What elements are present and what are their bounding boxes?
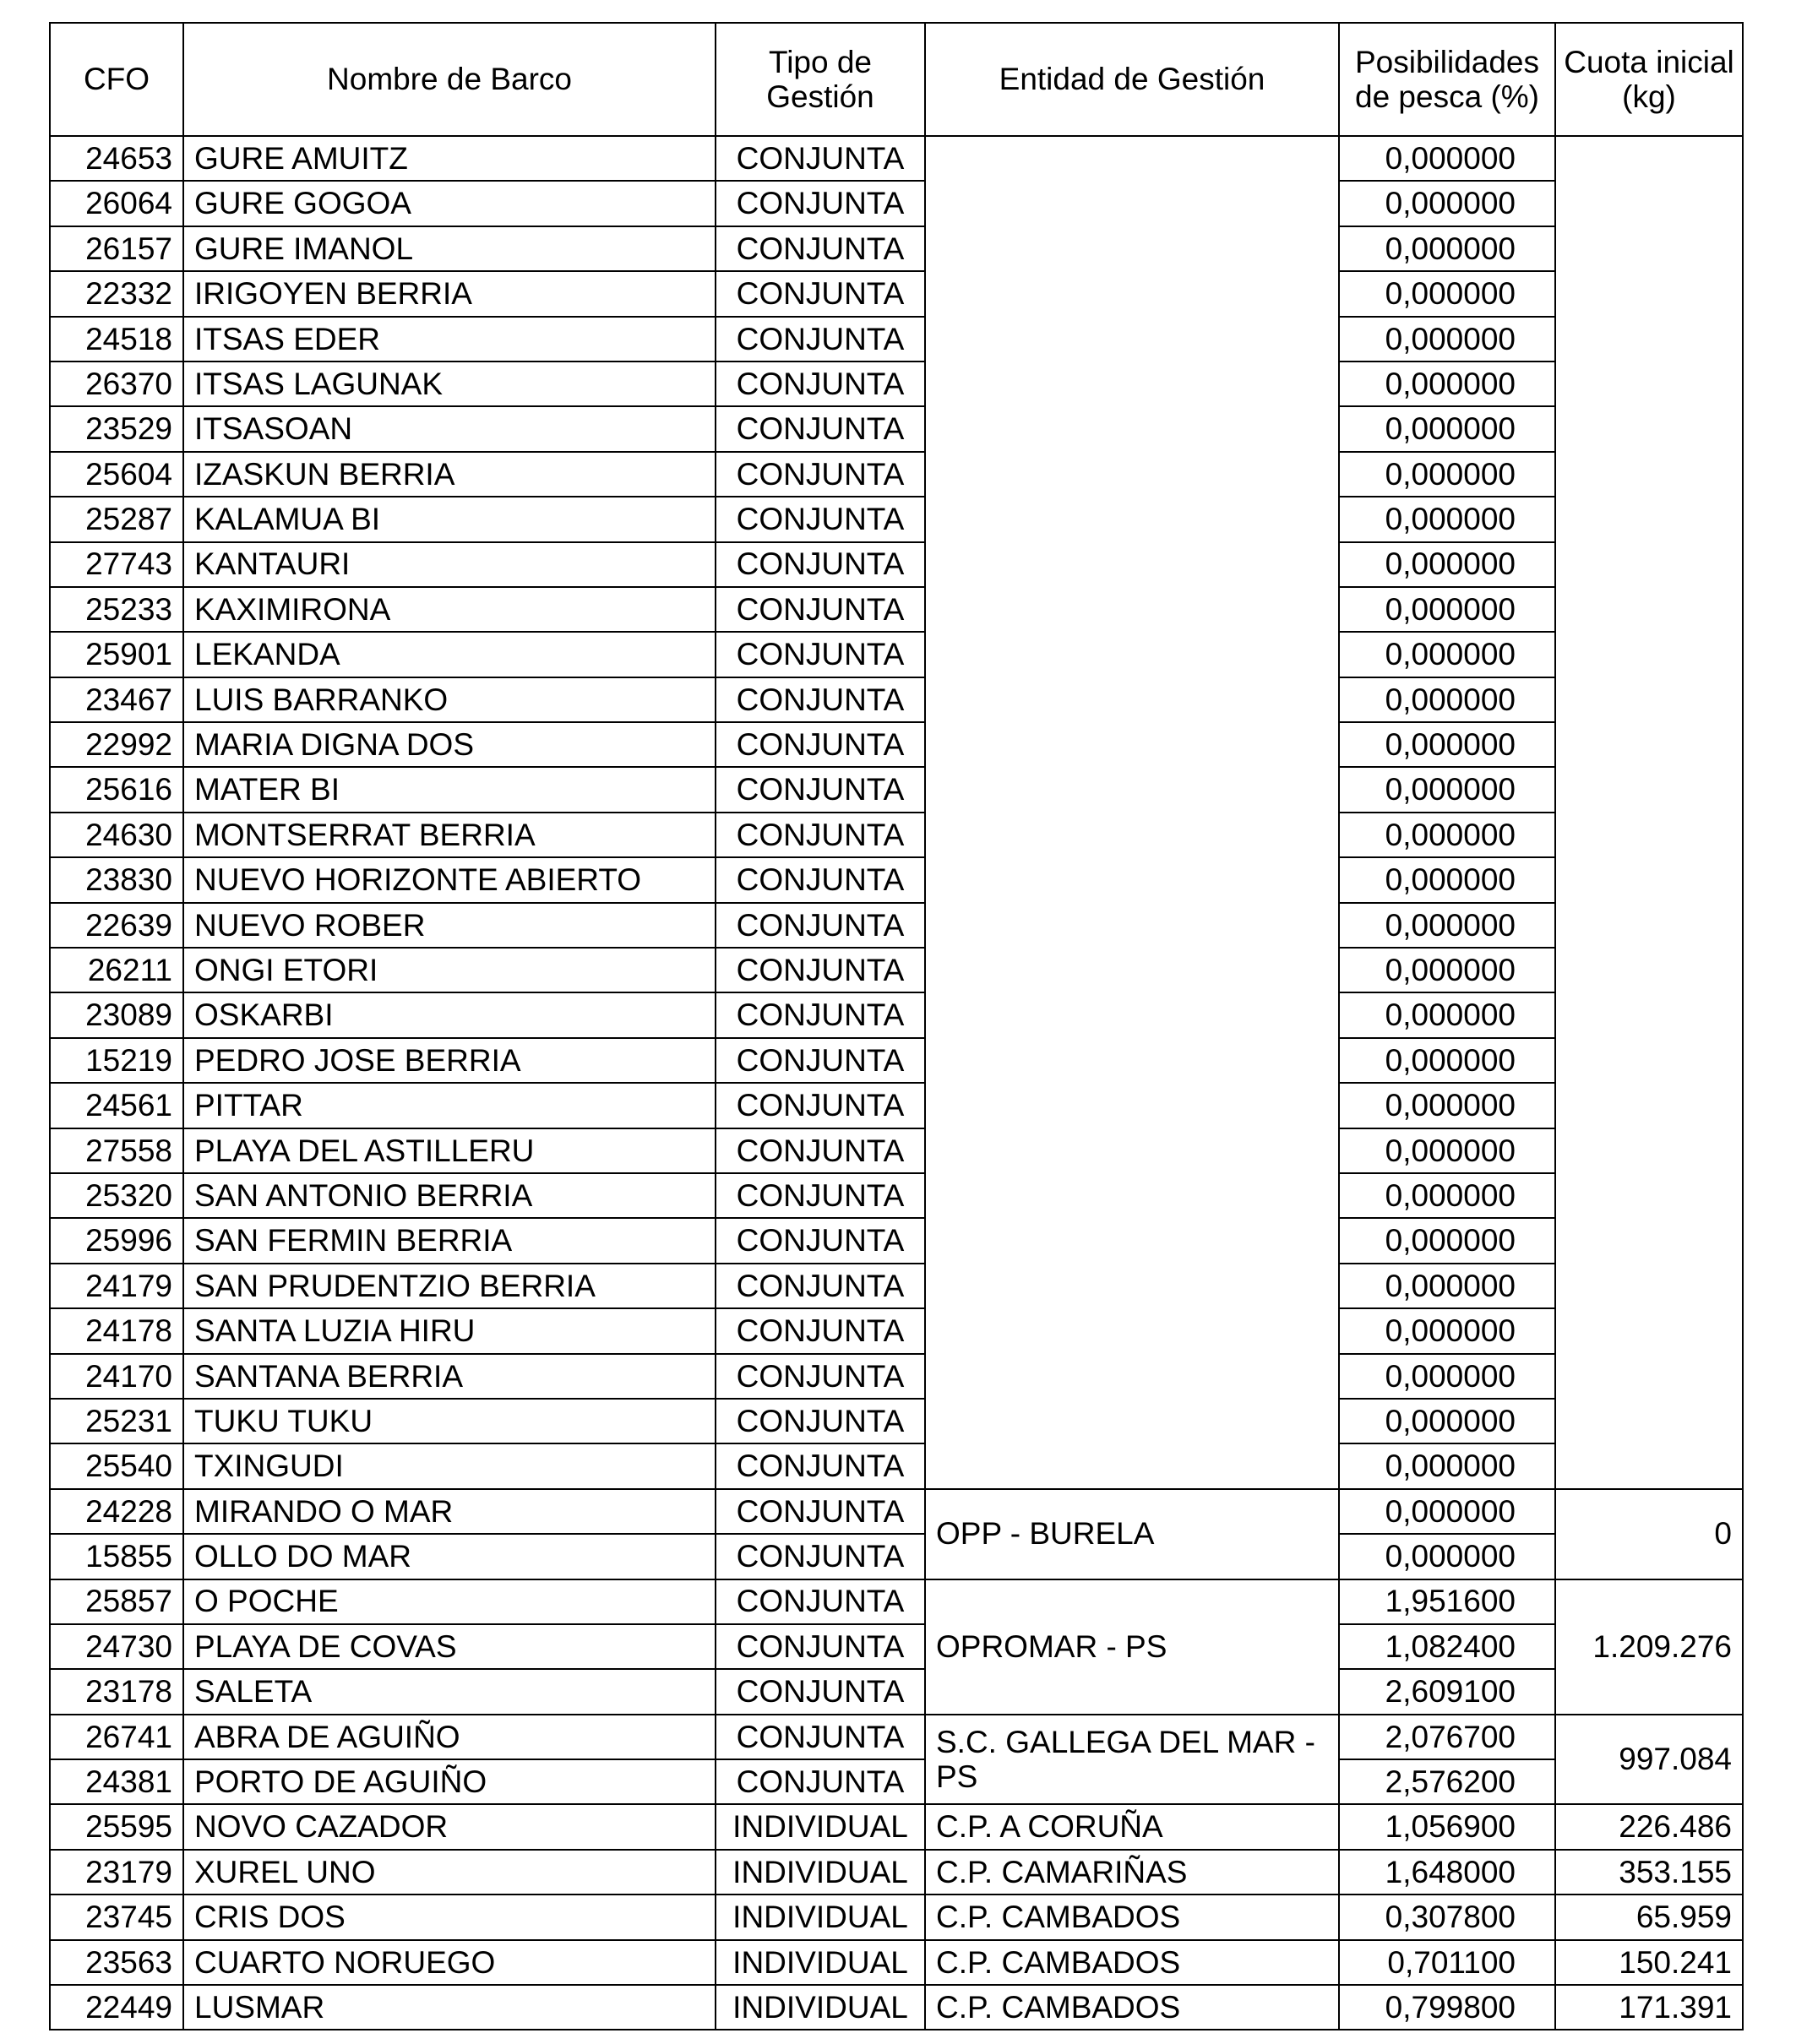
fishing-possibility-cell: 0,000000 — [1339, 452, 1555, 497]
header-posibilidades: Posibilidades de pesca (%) — [1339, 23, 1555, 136]
cfo-cell: 24561 — [50, 1083, 183, 1128]
vessel-name-cell: ITSAS LAGUNAK — [183, 362, 716, 406]
management-entity-cell: OPROMAR - PS — [925, 1579, 1339, 1715]
cfo-cell: 23745 — [50, 1895, 183, 1939]
fishing-possibility-cell: 0,000000 — [1339, 992, 1555, 1037]
vessel-name-cell: CUARTO NORUEGO — [183, 1940, 716, 1985]
table-row — [50, 1399, 1743, 1443]
cfo-cell: 23563 — [50, 1940, 183, 1985]
vessel-quota-table — [49, 22, 1744, 2030]
management-type-cell: CONJUNTA — [716, 1759, 925, 1804]
fishing-possibility-cell: 0,000000 — [1339, 632, 1555, 677]
management-type-cell: CONJUNTA — [716, 1354, 925, 1399]
management-entity-cell: C.P. CAMARIÑAS — [925, 1850, 1339, 1895]
table-row — [50, 1264, 1743, 1308]
management-type-cell: CONJUNTA — [716, 857, 925, 902]
vessel-name-cell: KANTAURI — [183, 542, 716, 587]
table-row — [50, 1579, 1743, 1624]
cfo-cell: 25287 — [50, 497, 183, 541]
management-type-cell: CONJUNTA — [716, 452, 925, 497]
cfo-cell: 24730 — [50, 1624, 183, 1669]
fishing-possibility-cell: 0,000000 — [1339, 1218, 1555, 1263]
fishing-possibility-cell: 0,000000 — [1339, 136, 1555, 181]
management-type-cell: CONJUNTA — [716, 271, 925, 316]
vessel-name-cell: MONTSERRAT BERRIA — [183, 813, 716, 857]
management-type-cell: CONJUNTA — [716, 1534, 925, 1579]
fishing-possibility-cell: 0,701100 — [1339, 1940, 1555, 1985]
vessel-name-cell: OSKARBI — [183, 992, 716, 1037]
header-entidad: Entidad de Gestión — [925, 23, 1339, 136]
vessel-name-cell: TUKU TUKU — [183, 1399, 716, 1443]
table-row — [50, 813, 1743, 857]
table-row — [50, 271, 1743, 316]
vessel-name-cell: NOVO CAZADOR — [183, 1804, 716, 1849]
table-row — [50, 857, 1743, 902]
fishing-possibility-cell: 0,000000 — [1339, 1038, 1555, 1083]
management-type-cell: CONJUNTA — [716, 1715, 925, 1759]
fishing-possibility-cell: 0,000000 — [1339, 1534, 1555, 1579]
management-type-cell: CONJUNTA — [716, 1443, 925, 1488]
cfo-cell: 23830 — [50, 857, 183, 902]
document-page — [49, 22, 1744, 2030]
vessel-name-cell: ABRA DE AGUIÑO — [183, 1715, 716, 1759]
management-entity-cell: C.P. CAMBADOS — [925, 1895, 1339, 1939]
cfo-cell: 23529 — [50, 406, 183, 451]
management-type-cell: CONJUNTA — [716, 1173, 925, 1218]
management-type-cell: CONJUNTA — [716, 677, 925, 722]
fishing-possibility-cell: 0,000000 — [1339, 181, 1555, 226]
management-type-cell: INDIVIDUAL — [716, 1940, 925, 1985]
management-type-cell: CONJUNTA — [716, 1399, 925, 1443]
table-row — [50, 1759, 1743, 1804]
cfo-cell: 23089 — [50, 992, 183, 1037]
cfo-cell: 25595 — [50, 1804, 183, 1849]
fishing-possibility-cell: 0,000000 — [1339, 1308, 1555, 1353]
cfo-cell: 26370 — [50, 362, 183, 406]
table-row — [50, 722, 1743, 767]
management-type-cell: CONJUNTA — [716, 1489, 925, 1534]
vessel-name-cell: ITSASOAN — [183, 406, 716, 451]
cfo-cell: 25616 — [50, 767, 183, 812]
fishing-possibility-cell: 1,082400 — [1339, 1624, 1555, 1669]
fishing-possibility-cell: 2,076700 — [1339, 1715, 1555, 1759]
table-row — [50, 542, 1743, 587]
vessel-name-cell: SANTANA BERRIA — [183, 1354, 716, 1399]
table-row — [50, 992, 1743, 1037]
fishing-possibility-cell: 0,000000 — [1339, 1264, 1555, 1308]
management-type-cell: CONJUNTA — [716, 948, 925, 992]
cfo-cell: 24381 — [50, 1759, 183, 1804]
table-row — [50, 1669, 1743, 1714]
fishing-possibility-cell: 0,000000 — [1339, 1399, 1555, 1443]
cfo-cell: 24630 — [50, 813, 183, 857]
fishing-possibility-cell: 1,056900 — [1339, 1804, 1555, 1849]
cfo-cell: 24170 — [50, 1354, 183, 1399]
fishing-possibility-cell: 0,000000 — [1339, 497, 1555, 541]
table-row — [50, 1308, 1743, 1353]
vessel-name-cell: ITSAS EDER — [183, 317, 716, 362]
vessel-name-cell: PLAYA DEL ASTILLERU — [183, 1128, 716, 1173]
management-entity-cell: C.P. CAMBADOS — [925, 1940, 1339, 1985]
table-row — [50, 1895, 1743, 1939]
table-row — [50, 1985, 1743, 2030]
table-row — [50, 497, 1743, 541]
table-row — [50, 317, 1743, 362]
vessel-name-cell: O POCHE — [183, 1579, 716, 1624]
vessel-name-cell: MARIA DIGNA DOS — [183, 722, 716, 767]
fishing-possibility-cell: 0,000000 — [1339, 271, 1555, 316]
header-row — [50, 23, 1743, 136]
management-entity-cell: OPP - BURELA — [925, 1489, 1339, 1579]
table-row — [50, 1940, 1743, 1985]
fishing-possibility-cell: 0,000000 — [1339, 587, 1555, 632]
initial-quota-cell: 65.959 — [1555, 1895, 1743, 1939]
management-type-cell: CONJUNTA — [716, 406, 925, 451]
cfo-cell: 27743 — [50, 542, 183, 587]
fishing-possibility-cell: 0,000000 — [1339, 1173, 1555, 1218]
vessel-name-cell: KAXIMIRONA — [183, 587, 716, 632]
vessel-name-cell: CRIS DOS — [183, 1895, 716, 1939]
table-row — [50, 1354, 1743, 1399]
management-type-cell: CONJUNTA — [716, 1308, 925, 1353]
fishing-possibility-cell: 0,000000 — [1339, 948, 1555, 992]
table-row — [50, 181, 1743, 226]
cfo-cell: 23467 — [50, 677, 183, 722]
cfo-cell: 22449 — [50, 1985, 183, 2030]
table-row — [50, 632, 1743, 677]
fishing-possibility-cell: 0,000000 — [1339, 767, 1555, 812]
vessel-name-cell: PEDRO JOSE BERRIA — [183, 1038, 716, 1083]
table-row — [50, 1534, 1743, 1579]
cfo-cell: 23178 — [50, 1669, 183, 1714]
cfo-cell: 25320 — [50, 1173, 183, 1218]
cfo-cell: 25540 — [50, 1443, 183, 1488]
fishing-possibility-cell: 0,799800 — [1339, 1985, 1555, 2030]
vessel-name-cell: KALAMUA BI — [183, 497, 716, 541]
management-type-cell: CONJUNTA — [716, 992, 925, 1037]
cfo-cell: 24653 — [50, 136, 183, 181]
cfo-cell: 22992 — [50, 722, 183, 767]
fishing-possibility-cell: 1,648000 — [1339, 1850, 1555, 1895]
fishing-possibility-cell: 2,609100 — [1339, 1669, 1555, 1714]
management-type-cell: INDIVIDUAL — [716, 1895, 925, 1939]
vessel-name-cell: SAN PRUDENTZIO BERRIA — [183, 1264, 716, 1308]
initial-quota-cell: 171.391 — [1555, 1985, 1743, 2030]
cfo-cell: 26157 — [50, 226, 183, 271]
table-row — [50, 1218, 1743, 1263]
fishing-possibility-cell: 0,000000 — [1339, 226, 1555, 271]
vessel-name-cell: PLAYA DE COVAS — [183, 1624, 716, 1669]
vessel-name-cell: IRIGOYEN BERRIA — [183, 271, 716, 316]
fishing-possibility-cell: 0,000000 — [1339, 1489, 1555, 1534]
initial-quota-cell: 226.486 — [1555, 1804, 1743, 1849]
vessel-name-cell: GURE AMUITZ — [183, 136, 716, 181]
fishing-possibility-cell: 0,000000 — [1339, 1128, 1555, 1173]
table-row — [50, 1624, 1743, 1669]
initial-quota-cell: 353.155 — [1555, 1850, 1743, 1895]
table-row — [50, 1850, 1743, 1895]
management-type-cell: CONJUNTA — [716, 1264, 925, 1308]
vessel-name-cell: SAN FERMIN BERRIA — [183, 1218, 716, 1263]
table-row — [50, 406, 1743, 451]
vessel-name-cell: LUIS BARRANKO — [183, 677, 716, 722]
table-row — [50, 452, 1743, 497]
table-row — [50, 1128, 1743, 1173]
management-type-cell: CONJUNTA — [716, 181, 925, 226]
vessel-name-cell: XUREL UNO — [183, 1850, 716, 1895]
management-type-cell: CONJUNTA — [716, 136, 925, 181]
initial-quota-cell: 1.209.276 — [1555, 1579, 1743, 1715]
management-type-cell: CONJUNTA — [716, 1083, 925, 1128]
cfo-cell: 24518 — [50, 317, 183, 362]
table-row — [50, 587, 1743, 632]
management-type-cell: CONJUNTA — [716, 1218, 925, 1263]
header-cfo: CFO — [50, 23, 183, 136]
management-type-cell: CONJUNTA — [716, 903, 925, 948]
table-row — [50, 677, 1743, 722]
fishing-possibility-cell: 0,000000 — [1339, 317, 1555, 362]
cfo-cell: 25901 — [50, 632, 183, 677]
fishing-possibility-cell: 0,000000 — [1339, 677, 1555, 722]
vessel-name-cell: OLLO DO MAR — [183, 1534, 716, 1579]
header-tipo: Tipo de Gestión — [716, 23, 925, 136]
fishing-possibility-cell: 0,000000 — [1339, 362, 1555, 406]
fishing-possibility-cell: 0,000000 — [1339, 903, 1555, 948]
cfo-cell: 22639 — [50, 903, 183, 948]
initial-quota-cell — [1555, 136, 1743, 1489]
initial-quota-cell: 0 — [1555, 1489, 1743, 1579]
management-type-cell: INDIVIDUAL — [716, 1850, 925, 1895]
vessel-name-cell: PITTAR — [183, 1083, 716, 1128]
management-type-cell: CONJUNTA — [716, 767, 925, 812]
cfo-cell: 25857 — [50, 1579, 183, 1624]
vessel-name-cell: IZASKUN BERRIA — [183, 452, 716, 497]
table-row — [50, 1804, 1743, 1849]
management-type-cell: CONJUNTA — [716, 542, 925, 587]
fishing-possibility-cell: 0,000000 — [1339, 406, 1555, 451]
table-row — [50, 1489, 1743, 1534]
table-header — [50, 23, 1743, 136]
table-row — [50, 136, 1743, 181]
table-row — [50, 903, 1743, 948]
cfo-cell: 25231 — [50, 1399, 183, 1443]
cfo-cell: 25996 — [50, 1218, 183, 1263]
management-type-cell: CONJUNTA — [716, 1579, 925, 1624]
fishing-possibility-cell: 2,576200 — [1339, 1759, 1555, 1804]
fishing-possibility-cell: 0,000000 — [1339, 1083, 1555, 1128]
cfo-cell: 24228 — [50, 1489, 183, 1534]
management-entity-cell — [925, 136, 1339, 1489]
vessel-name-cell: SANTA LUZIA HIRU — [183, 1308, 716, 1353]
vessel-name-cell: LEKANDA — [183, 632, 716, 677]
management-entity-cell: C.P. CAMBADOS — [925, 1985, 1339, 2030]
vessel-name-cell: GURE IMANOL — [183, 226, 716, 271]
table-row — [50, 362, 1743, 406]
fishing-possibility-cell: 0,000000 — [1339, 1354, 1555, 1399]
cfo-cell: 26211 — [50, 948, 183, 992]
table-body — [50, 136, 1743, 2030]
vessel-name-cell: MIRANDO O MAR — [183, 1489, 716, 1534]
cfo-cell: 24179 — [50, 1264, 183, 1308]
management-type-cell: CONJUNTA — [716, 317, 925, 362]
management-type-cell: INDIVIDUAL — [716, 1985, 925, 2030]
cfo-cell: 25604 — [50, 452, 183, 497]
management-type-cell: CONJUNTA — [716, 813, 925, 857]
initial-quota-cell: 150.241 — [1555, 1940, 1743, 1985]
table-row — [50, 1083, 1743, 1128]
fishing-possibility-cell: 0,000000 — [1339, 542, 1555, 587]
header-cuota: Cuota inicial (kg) — [1555, 23, 1743, 136]
cfo-cell: 23179 — [50, 1850, 183, 1895]
vessel-name-cell: GURE GOGOA — [183, 181, 716, 226]
cfo-cell: 22332 — [50, 271, 183, 316]
header-nombre: Nombre de Barco — [183, 23, 716, 136]
management-entity-cell: S.C. GALLEGA DEL MAR - PS — [925, 1715, 1339, 1805]
cfo-cell: 26064 — [50, 181, 183, 226]
management-type-cell: CONJUNTA — [716, 1128, 925, 1173]
management-type-cell: CONJUNTA — [716, 587, 925, 632]
table-row — [50, 948, 1743, 992]
vessel-name-cell: PORTO DE AGUIÑO — [183, 1759, 716, 1804]
cfo-cell: 24178 — [50, 1308, 183, 1353]
management-entity-cell: C.P. A CORUÑA — [925, 1804, 1339, 1849]
fishing-possibility-cell: 0,000000 — [1339, 857, 1555, 902]
management-type-cell: CONJUNTA — [716, 722, 925, 767]
fishing-possibility-cell: 0,000000 — [1339, 1443, 1555, 1488]
management-type-cell: CONJUNTA — [716, 362, 925, 406]
vessel-name-cell: LUSMAR — [183, 1985, 716, 2030]
fishing-possibility-cell: 0,000000 — [1339, 813, 1555, 857]
fishing-possibility-cell: 1,951600 — [1339, 1579, 1555, 1624]
vessel-name-cell: ONGI ETORI — [183, 948, 716, 992]
cfo-cell: 27558 — [50, 1128, 183, 1173]
cfo-cell: 25233 — [50, 587, 183, 632]
management-type-cell: CONJUNTA — [716, 497, 925, 541]
vessel-name-cell: TXINGUDI — [183, 1443, 716, 1488]
fishing-possibility-cell: 0,307800 — [1339, 1895, 1555, 1939]
management-type-cell: CONJUNTA — [716, 1038, 925, 1083]
cfo-cell: 26741 — [50, 1715, 183, 1759]
vessel-name-cell: MATER BI — [183, 767, 716, 812]
table-row — [50, 767, 1743, 812]
table-row — [50, 1038, 1743, 1083]
vessel-name-cell: SALETA — [183, 1669, 716, 1714]
vessel-name-cell: NUEVO HORIZONTE ABIERTO — [183, 857, 716, 902]
fishing-possibility-cell: 0,000000 — [1339, 722, 1555, 767]
management-type-cell: CONJUNTA — [716, 226, 925, 271]
management-type-cell: INDIVIDUAL — [716, 1804, 925, 1849]
cfo-cell: 15855 — [50, 1534, 183, 1579]
management-type-cell: CONJUNTA — [716, 1669, 925, 1714]
table-row — [50, 1443, 1743, 1488]
vessel-name-cell: NUEVO ROBER — [183, 903, 716, 948]
table-row — [50, 226, 1743, 271]
management-type-cell: CONJUNTA — [716, 1624, 925, 1669]
table-row — [50, 1715, 1743, 1759]
cfo-cell: 15219 — [50, 1038, 183, 1083]
management-type-cell: CONJUNTA — [716, 632, 925, 677]
table-row — [50, 1173, 1743, 1218]
initial-quota-cell: 997.084 — [1555, 1715, 1743, 1805]
vessel-name-cell: SAN ANTONIO BERRIA — [183, 1173, 716, 1218]
